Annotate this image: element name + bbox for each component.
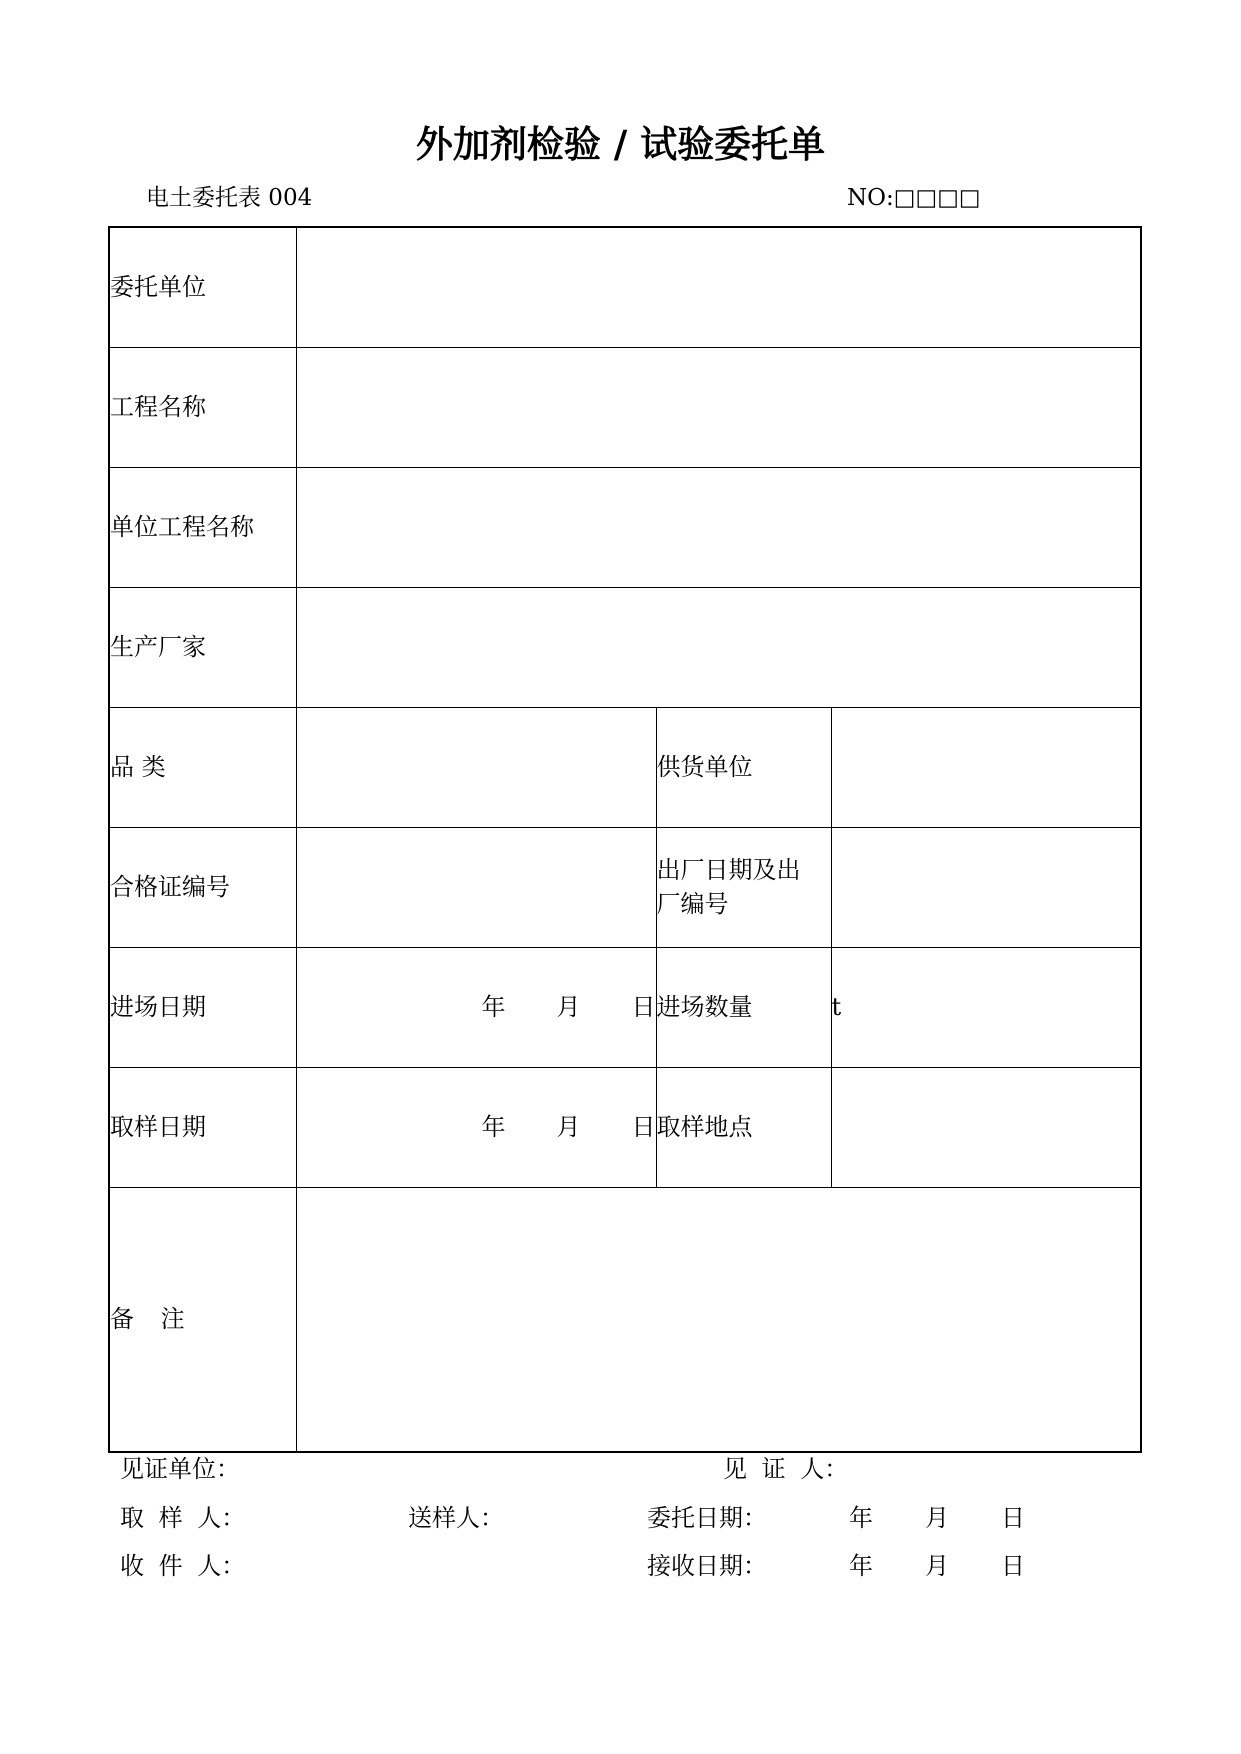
row-category-supplier (109, 707, 1141, 827)
receiver-label: 收 件 人： (120, 1552, 246, 1580)
manufacturer-label: 生产厂家 (109, 587, 296, 707)
sender-label: 送样人： (408, 1504, 504, 1532)
sampling-date-month: 月 (556, 1113, 581, 1141)
row-remarks (109, 1187, 1141, 1452)
form-title: 外加剂检验 / 试验委托单 (415, 122, 826, 166)
row-entry (109, 947, 1141, 1067)
sampling-location-value (831, 1067, 1141, 1187)
sampler-label: 取 样 人： (120, 1504, 246, 1532)
sampling-date-label: 取样日期 (109, 1067, 296, 1187)
category-value (296, 707, 656, 827)
entry-quantity-label: 进场数量 (656, 947, 831, 1067)
entry-date-day: 日 (631, 993, 656, 1021)
entry-date-fields (297, 992, 656, 1022)
entry-date-year: 年 (481, 993, 506, 1021)
client-unit-label: 委托单位 (109, 227, 296, 347)
supplier-label: 供货单位 (656, 707, 831, 827)
sampling-date-fields (297, 1112, 656, 1142)
row-sampling (109, 1067, 1141, 1187)
sampling-date-value (296, 1067, 656, 1187)
entry-quantity-unit: t (831, 993, 842, 1021)
entry-date-label: 进场日期 (109, 947, 296, 1067)
row-client-unit (109, 227, 1141, 347)
receive-date-label: 接收日期： (647, 1552, 767, 1580)
row-unit-project-name (109, 467, 1141, 587)
client-unit-value (296, 227, 1141, 347)
certificate-no-label: 合格证编号 (109, 827, 296, 947)
factory-date-no-cell (656, 827, 831, 947)
commission-table (108, 226, 1142, 1453)
form-code: 电土委托表 004 (146, 185, 313, 211)
supplier-value (831, 707, 1141, 827)
commission-date-day: 日 (1001, 1504, 1025, 1532)
project-name-value (296, 347, 1141, 467)
witness-person-label: 见 证 人： (723, 1455, 849, 1483)
row-certificate (109, 827, 1141, 947)
receive-date-day: 日 (1001, 1552, 1025, 1580)
commission-date-label: 委托日期： (647, 1504, 767, 1532)
sampling-location-label: 取样地点 (656, 1067, 831, 1187)
unit-project-name-label: 单位工程名称 (109, 467, 296, 587)
row-project-name (109, 347, 1141, 467)
commission-date-year: 年 (849, 1504, 873, 1532)
project-name-label: 工程名称 (109, 347, 296, 467)
factory-date-no-label: 出厂日期及出厂编号 (656, 856, 801, 918)
commission-date-month: 月 (925, 1504, 949, 1532)
manufacturer-value (296, 587, 1141, 707)
certificate-no-value (296, 827, 656, 947)
entry-quantity-value (831, 947, 1141, 1067)
factory-date-no-value (831, 827, 1141, 947)
entry-date-value (296, 947, 656, 1067)
receive-date-month: 月 (925, 1552, 949, 1580)
form-number: NO:□□□□ (847, 185, 981, 211)
sampling-date-day: 日 (631, 1113, 656, 1141)
witness-unit-label: 见证单位： (120, 1455, 240, 1483)
receive-date-year: 年 (849, 1552, 873, 1580)
remarks-value (296, 1187, 1141, 1452)
remarks-label: 备 注 (109, 1187, 296, 1452)
row-manufacturer (109, 587, 1141, 707)
unit-project-name-value (296, 467, 1141, 587)
sampling-date-year: 年 (481, 1113, 506, 1141)
entry-date-month: 月 (556, 993, 581, 1021)
category-label: 品 类 (109, 707, 296, 827)
